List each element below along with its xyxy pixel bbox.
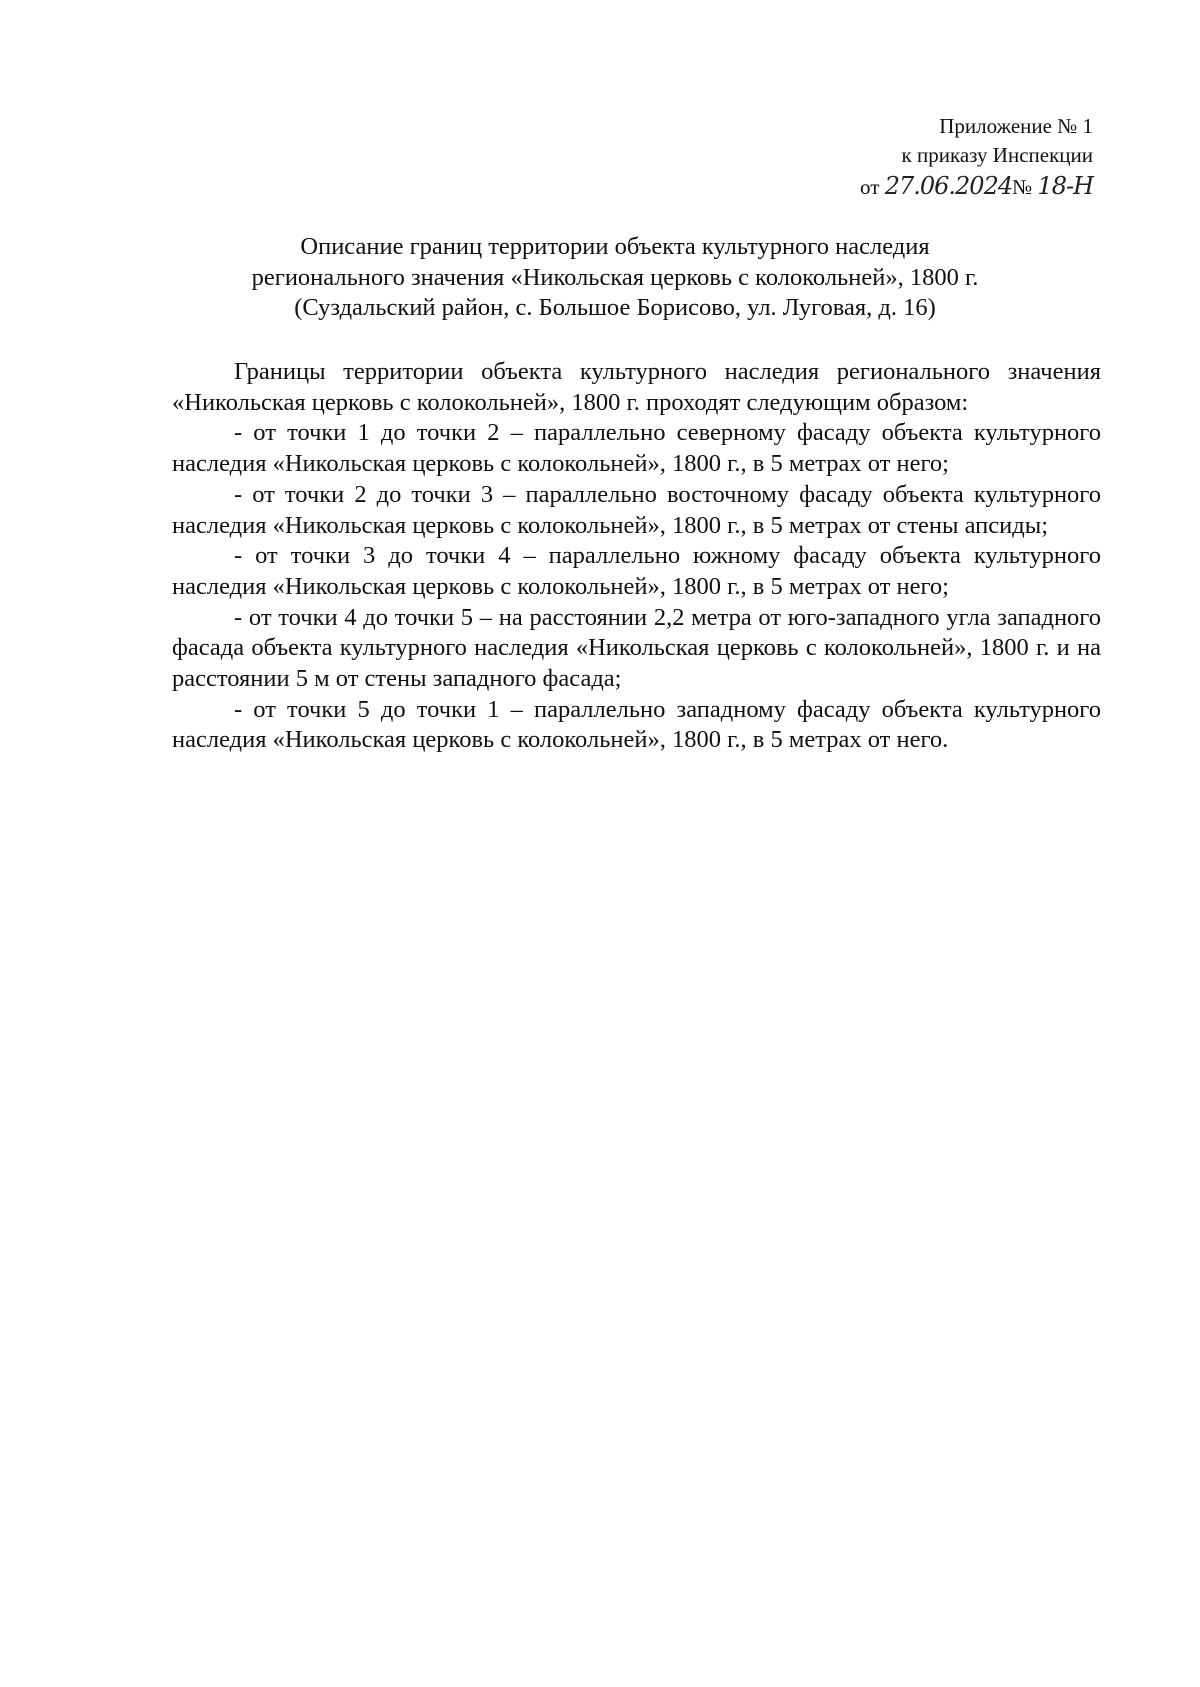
date-prefix: от [860, 175, 880, 199]
handwritten-order-number: 18-Н [1037, 172, 1093, 200]
appendix-number: Приложение № 1 [939, 114, 1093, 138]
title-line-3: (Суздальский район, с. Большое Борисово, ул. Луговая, д. 16) [294, 294, 936, 321]
boundary-item: - от точки 5 до точки 1 – параллельно западному фасаду объекта культурного наследия «Никольская церковь с колокольней», 1800 г., в 5 метрах от него. [172, 695, 1101, 754]
document-title [175, 232, 1055, 324]
document-body [172, 357, 1101, 756]
boundary-item: - от точки 1 до точки 2 – параллельно северному фасаду объекта культурного наследия «Никольская церковь с колокольней», 1800 г., в 5 метрах от него; [172, 419, 1101, 478]
boundary-item: - от точки 4 до точки 5 – на расстоянии 2,2 метра от юго-западного угла западного фасада объекта культурного наследия «Никольская церковь с колокольней», 1800 г. и на расстоянии 5 м от стены западного фасада; [172, 603, 1101, 693]
intro-paragraph: Границы территории объекта культурного наследия регионального значения «Никольская церковь с колокольней», 1800 г. проходят следующим образом: [172, 358, 1101, 416]
boundary-item: - от точки 3 до точки 4 – параллельно южному фасаду объекта культурного наследия «Никольская церковь с колокольней», 1800 г., в 5 метрах от него; [172, 542, 1101, 600]
handwritten-date: 27.06.2024 [884, 172, 1013, 200]
boundary-item: - от точки 2 до точки 3 – параллельно восточному фасаду объекта культурного наследия «Никольская церковь с колокольней», 1800 г., в 5 метрах от стены апсиды; [172, 480, 1101, 539]
appendix-header [860, 112, 1093, 202]
title-line-1: Описание границ территории объекта культурного наследия [300, 233, 930, 260]
order-reference: к приказу Инспекции [901, 143, 1093, 167]
number-sign: № [1012, 175, 1033, 199]
title-line-2: регионального значения «Никольская церковь с колокольней», 1800 г. [251, 263, 979, 291]
order-date-line [860, 172, 1093, 202]
